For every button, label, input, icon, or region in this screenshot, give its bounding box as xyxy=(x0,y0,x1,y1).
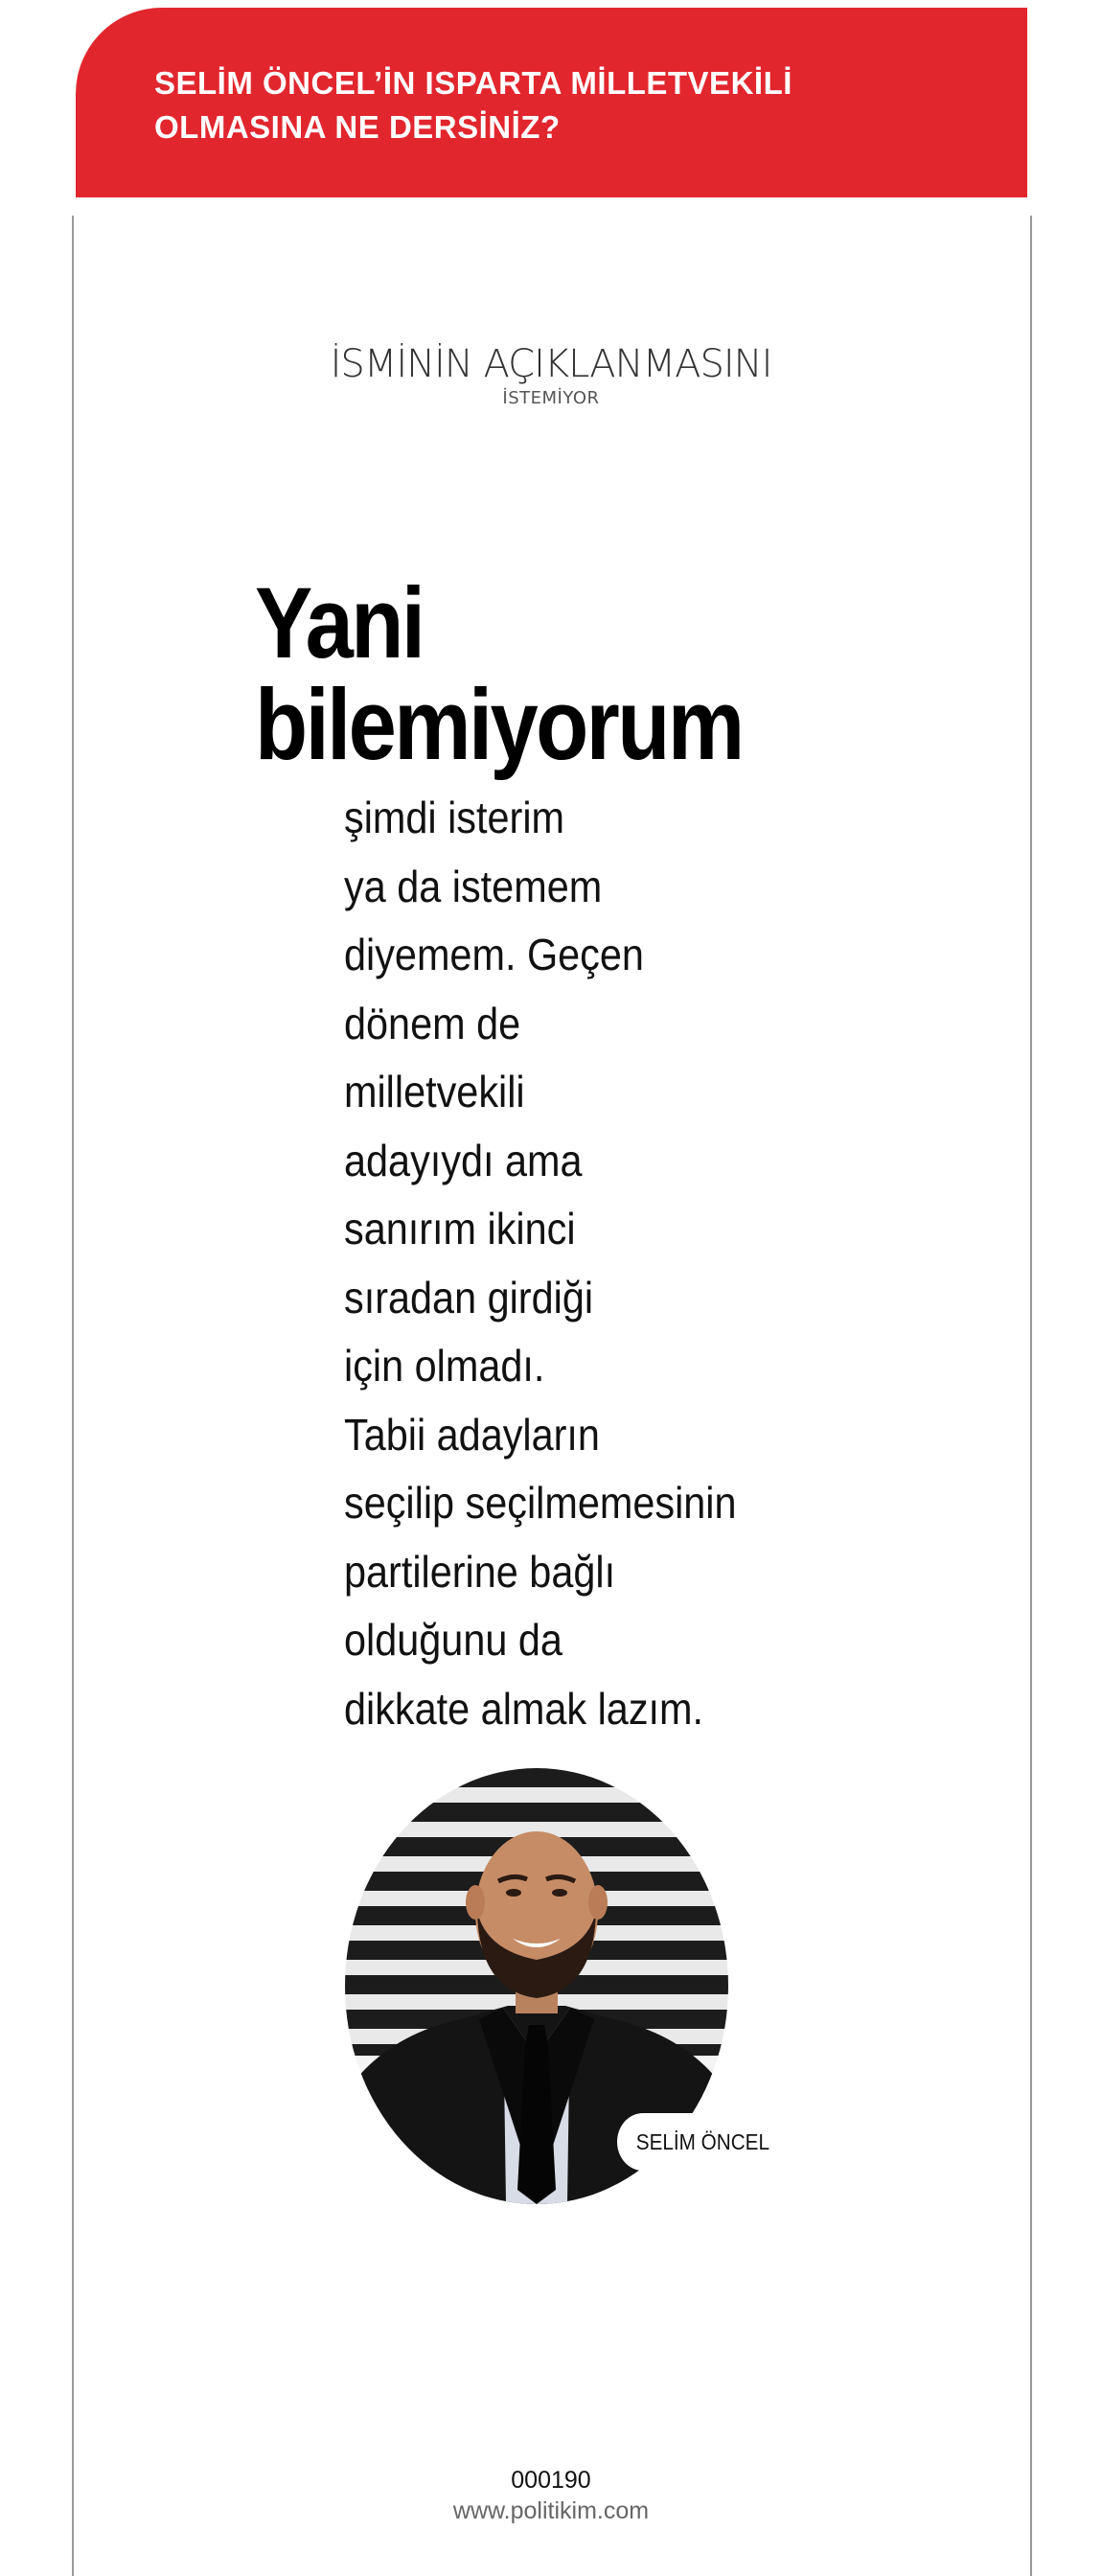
answer-line: Tabii adayların xyxy=(344,1409,600,1460)
website-link[interactable]: www.politikim.com xyxy=(452,2497,650,2524)
footer xyxy=(0,2465,1102,2526)
answer-line: için olmadı. xyxy=(344,1341,545,1391)
answer-line: seçilip seçilmemesinin xyxy=(344,1478,737,1528)
answer-line: dikkate almak lazım. xyxy=(344,1683,704,1734)
answer-line: sanırım ikinci xyxy=(344,1204,576,1254)
header-banner xyxy=(76,8,1027,197)
answer-line: dönem de xyxy=(344,998,521,1048)
answer-body xyxy=(344,784,842,1743)
subject-name-badge: SELİM ÖNCEL xyxy=(617,2113,789,2171)
respondent-tag xyxy=(0,340,1102,409)
entry-code: 000190 xyxy=(511,2467,591,2494)
frame-line-left xyxy=(72,216,74,2576)
answer-line: sıradan girdiği xyxy=(344,1272,594,1322)
respondent-status-sub: İSTEMİYOR xyxy=(502,388,600,408)
answer-line: adayıydı ama xyxy=(344,1135,583,1185)
answer-line: diyemem. Geçen xyxy=(344,930,644,979)
answer-line: şimdi isterim xyxy=(344,793,565,842)
frame-line-right xyxy=(1030,216,1032,2576)
answer-line: partilerine bağlı xyxy=(344,1546,616,1597)
answer-line: milletvekili xyxy=(344,1067,525,1116)
answer-headline: Yani bilemiyorum xyxy=(255,567,743,781)
survey-question: SELİM ÖNCEL’İN ISPARTA MİLLETVEKİLİ OLMASINA NE DERSİNİZ? xyxy=(154,65,792,145)
respondent-status: İSMİNİN AÇIKLANMASINI xyxy=(330,342,772,386)
answer-line: ya da istemem xyxy=(344,861,603,911)
answer-line: olduğunu da xyxy=(344,1615,562,1665)
